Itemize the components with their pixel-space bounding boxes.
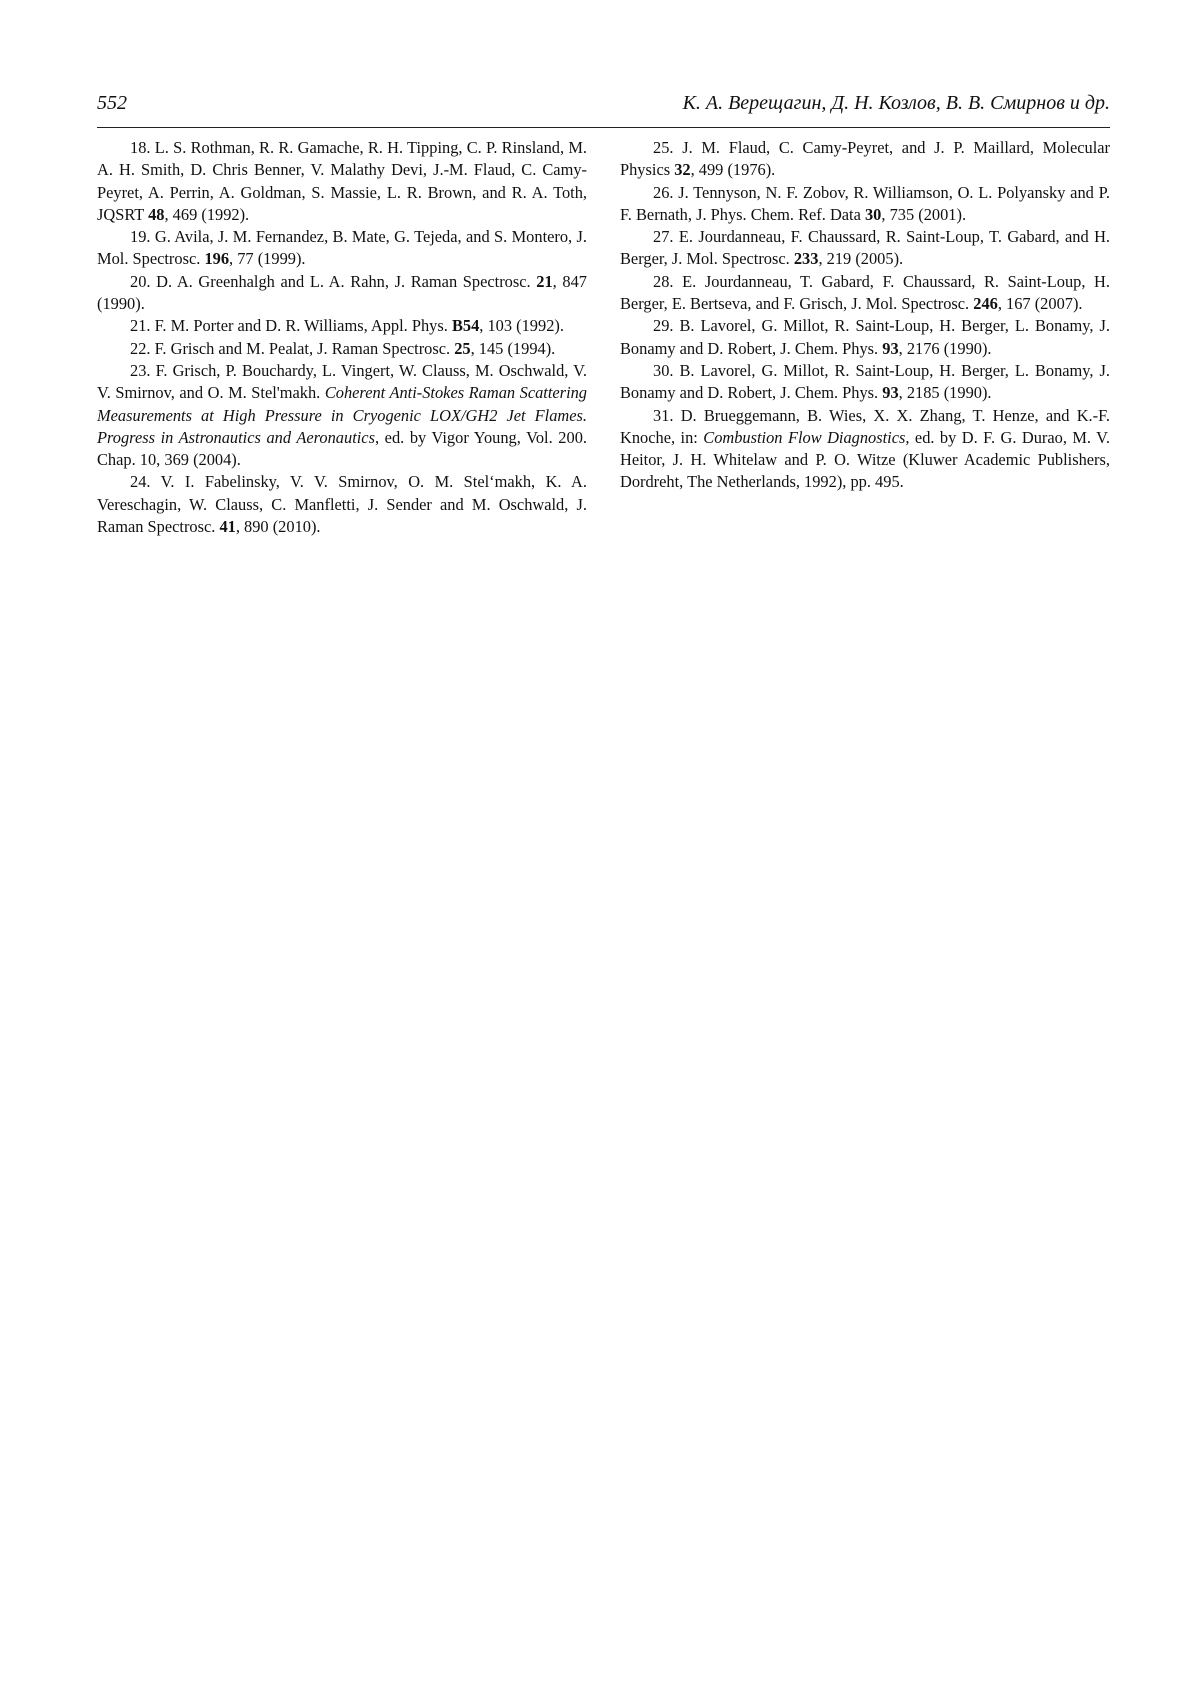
- reference-entry: [620, 226, 1110, 271]
- volume-number: 246: [973, 294, 998, 314]
- reference-entry: [620, 360, 1110, 405]
- reference-text: , 2176 (1990).: [898, 338, 992, 358]
- volume-number: 48: [148, 204, 165, 224]
- reference-text: , 499 (1976).: [690, 160, 776, 180]
- reference-text: , 145 (1994).: [470, 338, 556, 358]
- reference-entry: [97, 226, 587, 271]
- volume-number: B54: [451, 316, 480, 336]
- reference-text: J. Tennyson, N. F. Zobov, R. Williamson, O. L. Polyansky and P. F. Bernath, J. Phys. Chem. Ref. Data: [620, 182, 1110, 224]
- reference-number: 28.: [653, 271, 674, 291]
- running-head: К. А. Верещагин, Д. Н. Козлов, В. В. Смирнов и др.: [682, 92, 1110, 114]
- reference-text: G. Avila, J. M. Fernandez, B. Mate, G. Tejeda, and S. Montero, J. Mol. Spectrosc.: [97, 227, 587, 269]
- reference-text: , 219 (2005).: [818, 249, 904, 269]
- reference-text: B. Lavorel, G. Millot, R. Saint-Loup, H. Berger, L. Bonamy, J. Bonamy and D. Robert, J. Chem. Phys.: [620, 360, 1110, 403]
- reference-number: 23.: [130, 360, 151, 380]
- reference-text: , 847 (1990).: [97, 271, 588, 314]
- references-right-column: [620, 137, 1110, 494]
- reference-text: , 469 (1992).: [164, 204, 250, 224]
- reference-text: ed. by D. F. G. Durao, M. V. Heitor, J. H. Whitelaw and P. O. Witze (Kluwer Academic Publishers, Dordreht, The Netherlands, 1992), pp. 495.: [620, 427, 1110, 492]
- reference-number: 29.: [653, 316, 674, 336]
- reference-text: , 167 (2007).: [997, 294, 1083, 314]
- reference-text: B. Lavorel, G. Millot, R. Saint-Loup, H. Berger, L. Bonamy, J. Bonamy and D. Robert, J. Chem. Phys.: [620, 316, 1110, 358]
- reference-entry: [97, 338, 587, 360]
- volume-number: 30: [864, 204, 882, 224]
- volume-number: 41: [219, 517, 236, 537]
- references-left-column: [97, 137, 587, 538]
- reference-text: , 103 (1992).: [479, 316, 564, 336]
- reference-text: , ed. by Vigor Young, Vol. 200. Chap. 10, 369 (2004).: [97, 427, 587, 470]
- volume-number: 196: [204, 249, 230, 269]
- italic-title: Combustion Flow Diagnostics,: [703, 427, 910, 447]
- reference-text: F. Grisch and M. Pealat, J. Raman Spectrosc.: [154, 338, 455, 358]
- reference-text: , 2185 (1990).: [898, 383, 992, 403]
- reference-number: 30.: [653, 360, 674, 380]
- reference-text: F. Grisch, P. Bouchardy, L. Vingert, W. Clauss, M. Oschwald, V. V. Smirnov, and O. M. Stel'makh.: [97, 360, 587, 403]
- reference-text: , 890 (2010).: [235, 517, 321, 537]
- page-number: 552: [97, 92, 127, 114]
- reference-text: E. Jourdanneau, F. Chaussard, R. Saint-Loup, T. Gabard, and H. Berger, J. Mol. Spectrosc.: [620, 227, 1111, 269]
- volume-number: 93: [882, 338, 899, 358]
- reference-number: 24.: [130, 472, 151, 492]
- reference-number: 22.: [130, 338, 151, 358]
- reference-entry: [97, 271, 587, 316]
- reference-entry: [97, 315, 587, 337]
- reference-text: D. A. Greenhalgh and L. A. Rahn, J. Raman Spectrosc.: [156, 271, 537, 291]
- reference-number: 26.: [653, 182, 674, 202]
- reference-number: 31.: [653, 405, 674, 425]
- reference-text: F. M. Porter and D. R. Williams, Appl. Phys.: [154, 316, 452, 336]
- italic-title: Coherent Anti-Stokes Raman Scattering Measurements at High Pressure in Cryogenic LOX/GH2 Jet Flames. Progress in Astronautics and Aeronautics: [97, 383, 588, 447]
- page-header: [97, 92, 1110, 128]
- reference-entry: [97, 137, 587, 226]
- reference-number: 25.: [653, 138, 674, 157]
- reference-entry: [620, 182, 1110, 227]
- header-rule: [97, 127, 1110, 128]
- reference-number: 20.: [130, 271, 151, 291]
- volume-number: 21: [536, 271, 553, 291]
- reference-text: J. M. Flaud, C. Camy-Peyret, and J. P. Maillard, Molecular Physics: [620, 138, 1110, 180]
- reference-text: , 735 (2001).: [881, 204, 967, 224]
- reference-number: 27.: [653, 227, 674, 247]
- reference-text: , 77 (1999).: [229, 249, 306, 269]
- reference-entry: [620, 405, 1110, 494]
- volume-number: 25: [454, 338, 471, 358]
- volume-number: 233: [793, 249, 819, 269]
- volume-number: 32: [674, 160, 691, 180]
- reference-number: 18.: [130, 138, 151, 157]
- reference-entry: [97, 360, 587, 471]
- volume-number: 93: [882, 383, 899, 403]
- reference-text: D. Brueggemann, B. Wies, X. X. Zhang, T. Henze, and K.-F. Knoche, in:: [620, 405, 1110, 447]
- reference-text: L. S. Rothman, R. R. Gamache, R. H. Tipping, C. P. Rinsland, M. A. H. Smith, D. Chris Benner, V. Malathy Devi, J.-M. Flaud, C. Camy-Peyret, A. Perrin, A. Goldman, S. Massie, L. R. Brown, and R. A. Toth, JQSRT: [97, 138, 587, 224]
- reference-entry: [620, 315, 1110, 360]
- reference-text: V. I. Fabelinsky, V. V. Smirnov, O. M. Stel‘makh, K. A. Vereschagin, W. Clauss, C. Manfletti, J. Sender and M. Oschwald, J. Raman Spectrosc.: [97, 472, 587, 537]
- reference-entry: [620, 137, 1110, 182]
- reference-number: 19.: [130, 227, 151, 247]
- reference-entry: [620, 271, 1110, 316]
- reference-number: 21.: [130, 316, 151, 336]
- reference-text: E. Jourdanneau, T. Gabard, F. Chaussard, R. Saint-Loup, H. Berger, E. Bertseva, and F. Grisch, J. Mol. Spectrosc.: [620, 271, 1110, 314]
- reference-entry: [97, 471, 587, 538]
